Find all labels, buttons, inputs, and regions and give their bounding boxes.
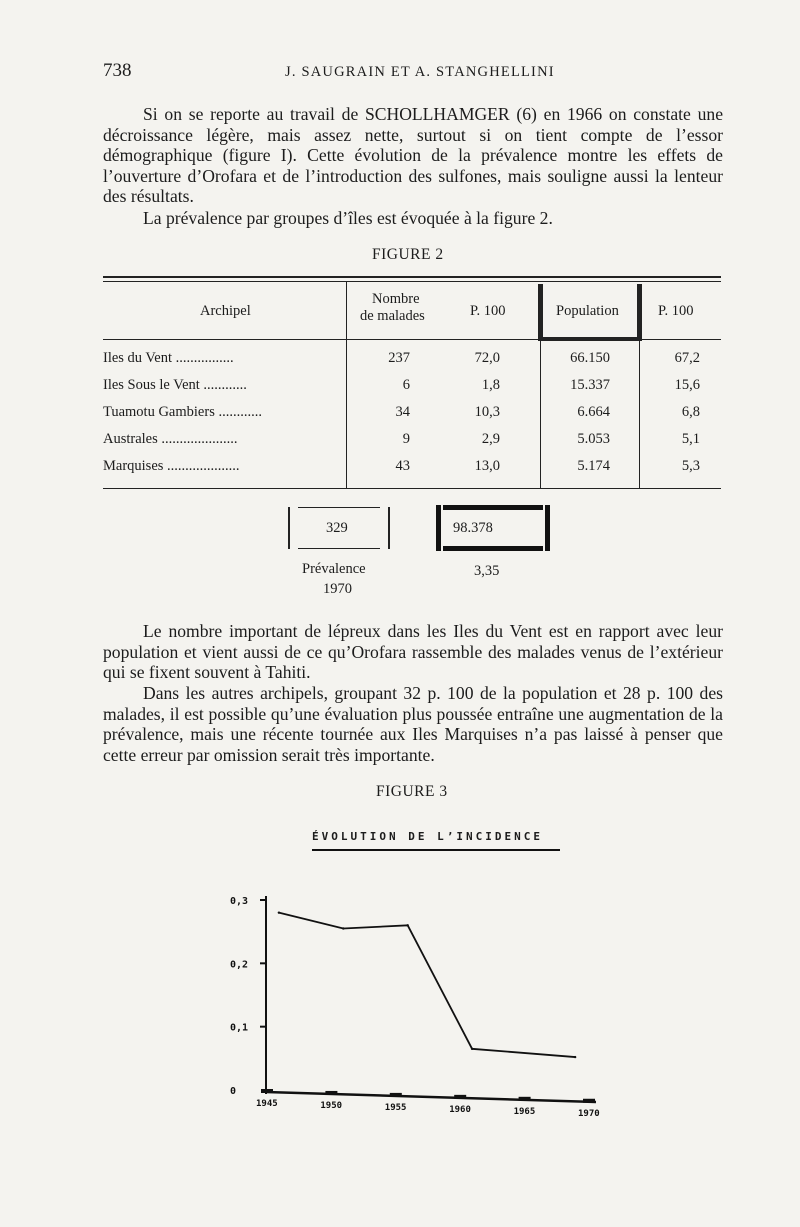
cell-population: 15.337 — [570, 377, 610, 393]
header-archipel: Archipel — [200, 303, 251, 319]
figure-3-caption: FIGURE 3 — [376, 783, 448, 800]
prevalence-label: Prévalence — [302, 561, 366, 577]
paragraph-4-text: Dans les autres archipels, groupant 32 p. 100 de la population et 28 p. 100 des malades, il est possible qu’une évaluation plus poussée entraîne une augmentation de la prévalence, mais une récente tournée aux Iles Marquises n’a pas laissé à penser que cette erreur par omission serait très importante. — [103, 683, 723, 765]
data-point — [406, 924, 408, 926]
cell-p100-a: 13,0 — [474, 458, 500, 474]
cell-p100-a: 2,9 — [481, 431, 500, 447]
cell-malades: 9 — [402, 431, 410, 447]
cell-archipel: Iles du Vent ................ — [103, 350, 234, 366]
cell-p100-a: 10,3 — [474, 404, 500, 420]
chart-title: ÉVOLUTION DE L’INCIDENCE — [312, 830, 543, 843]
x-tick-mark — [454, 1095, 466, 1099]
paragraph-3-text: Le nombre important de lépreux dans les Iles du Vent est en rapport avec leur population et vient aussi de ce qu’Orofara rassemble des malades venus de l’extérieur qui se fixent souvent à Tahiti. — [103, 621, 723, 683]
prevalence-year: 1970 — [323, 581, 352, 597]
paragraph-1-text: Si on se reporte au travail de SCHOLLHAMGER (6) en 1966 on constate une décroissance légère, mais assez nette, surtout si on tient compte de l’essor démographique (figure I). Cette évolution de la prévalence montre les effets de l’ouverture d’Orofara et de l’introduction des sulfones, mais souligne aussi la lenteur des résultats. — [103, 104, 723, 207]
x-tick-mark — [261, 1089, 273, 1093]
x-tick-label: 1960 — [449, 1104, 471, 1115]
x-tick-label: 1955 — [384, 1102, 407, 1113]
cell-archipel: Tuamotu Gambiers ............ — [103, 404, 262, 420]
cell-malades: 43 — [395, 458, 410, 474]
x-tick-label: 1945 — [256, 1099, 278, 1109]
cell-archipel: Iles Sous le Vent ............ — [103, 377, 247, 393]
cell-archipel: Marquises .................... — [103, 458, 240, 474]
cell-malades: 6 — [402, 377, 410, 393]
cell-malades: 237 — [388, 350, 410, 366]
cell-population: 6.664 — [577, 404, 610, 420]
x-tick-mark — [390, 1093, 402, 1097]
y-tick-label: 0,3 — [230, 896, 249, 907]
total-population: 98.378 — [453, 520, 493, 536]
header-p100-b: P. 100 — [658, 303, 694, 319]
figure-2-caption: FIGURE 2 — [372, 246, 444, 263]
y-tick-label: 0 — [230, 1086, 237, 1097]
cell-p100-a: 72,0 — [474, 350, 500, 366]
cell-malades: 34 — [395, 404, 410, 420]
total-malades: 329 — [326, 520, 348, 536]
incidence-line — [279, 913, 575, 1057]
x-tick-mark — [583, 1099, 595, 1103]
cell-p100-b: 6,8 — [681, 404, 700, 420]
chart-series — [278, 911, 577, 1058]
header-population: Population — [556, 303, 619, 319]
cell-archipel: Australes ..................... — [103, 431, 238, 447]
y-tick-label: 0,1 — [230, 1022, 249, 1034]
header-p100-a: P. 100 — [470, 303, 506, 319]
chart-axes — [266, 896, 596, 1102]
prevalence-value: 3,35 — [474, 563, 500, 579]
paragraph-2-text: La prévalence par groupes d’îles est évoquée à la figure 2. — [143, 208, 553, 228]
header-de-malades: de malades — [360, 308, 425, 324]
cell-population: 5.053 — [577, 431, 610, 447]
page-number: 738 — [103, 60, 132, 81]
data-point — [574, 1056, 576, 1058]
cell-p100-b: 67,2 — [674, 350, 700, 366]
data-point — [471, 1048, 473, 1050]
x-tick-label: 1965 — [513, 1106, 536, 1117]
x-tick-label: 1970 — [578, 1108, 600, 1119]
cell-population: 5.174 — [577, 458, 610, 474]
chart-ticks — [230, 896, 600, 1119]
cell-p100-b: 5,3 — [681, 458, 700, 474]
running-title: J. SAUGRAIN ET A. STANGHELLINI — [285, 64, 555, 80]
x-tick-mark — [325, 1091, 337, 1095]
x-tick-label: 1950 — [320, 1100, 343, 1111]
header-nombre: Nombre — [372, 291, 420, 307]
x-tick-mark — [519, 1097, 531, 1101]
cell-p100-b: 15,6 — [674, 377, 700, 393]
x-axis-line — [266, 1092, 596, 1102]
cell-p100-b: 5,1 — [681, 431, 700, 447]
cell-population: 66.150 — [570, 350, 610, 366]
data-point — [278, 911, 280, 913]
data-point — [342, 927, 344, 929]
cell-p100-a: 1,8 — [481, 377, 500, 393]
y-tick-label: 0,2 — [230, 959, 249, 971]
